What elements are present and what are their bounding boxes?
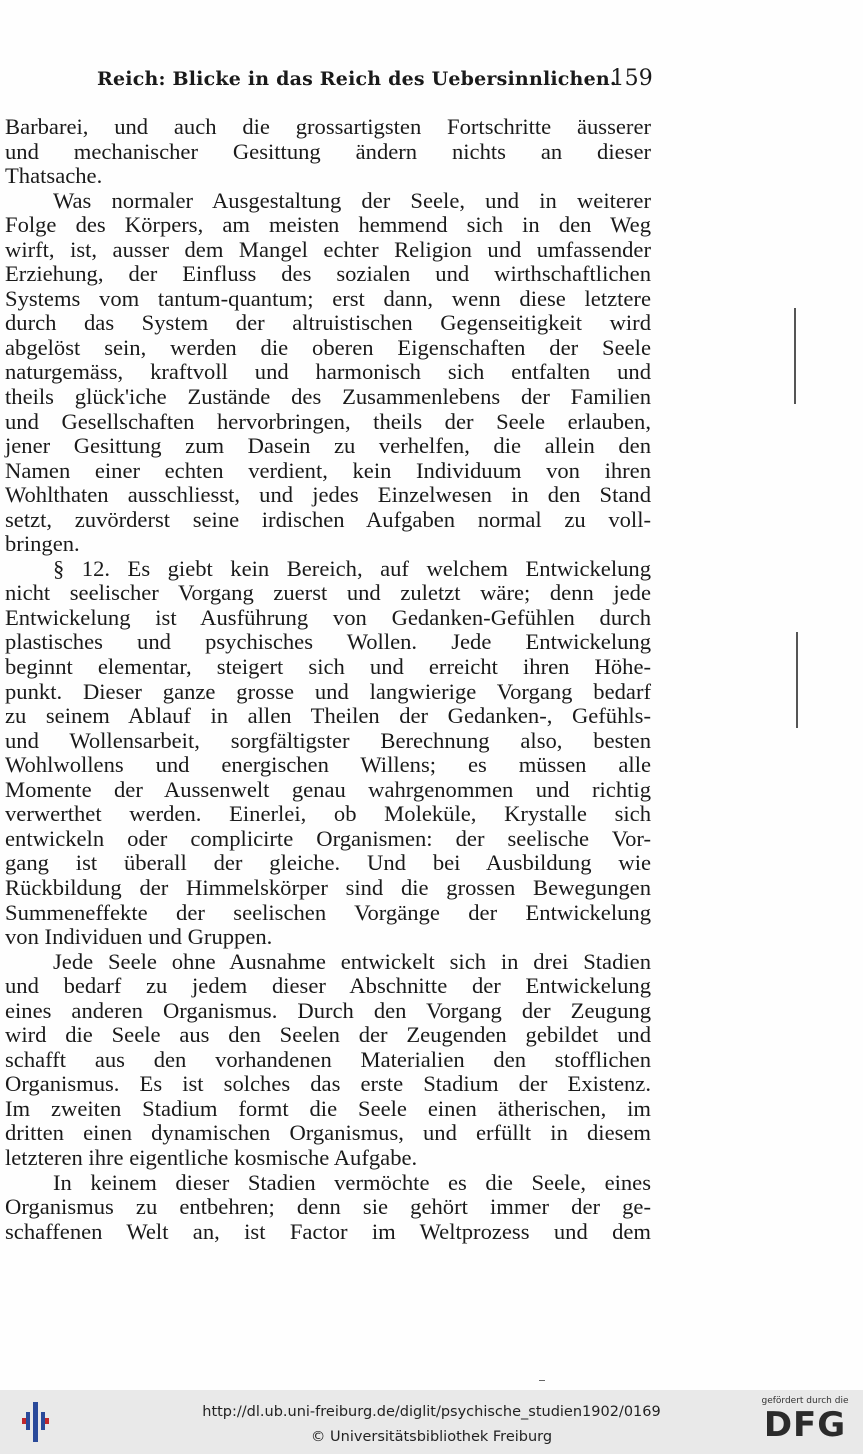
dfg-logo-text: DFG (763, 1405, 847, 1445)
text-line: theils glück'iche Zustände des Zusammenlebens der Familien (5, 384, 651, 410)
text-line: gang ist überall der gleiche. Und bei Ausbildung wie (5, 850, 651, 876)
text-line: Jede Seele ohne Ausnahme entwickelt sich in drei Stadien (53, 948, 651, 974)
text-line: beginnt elementar, steigert sich und erreicht ihren Höhe- (5, 654, 651, 680)
text-line: Systems vom tantum-quantum; erst dann, wenn diese letztere (5, 285, 651, 311)
text-line: schaffenen Welt an, ist Factor im Weltprozess und dem (5, 1218, 651, 1244)
source-url-link[interactable]: http://dl.ub.uni-freiburg.de/diglit/psychische_studien1902/0169 (202, 1404, 661, 1420)
text-line: Barbarei, und auch die grossartigsten Fortschritte äusserer (5, 114, 651, 139)
text-line: dritten einen dynamischen Organismus, und erfüllt in diesem (5, 1120, 651, 1146)
text-line: Momente der Aussenwelt genau wahrgenommen und richtig (5, 776, 651, 802)
text-line: bringen. (5, 531, 80, 557)
text-line: jener Gesittung zum Dasein zu verhelfen, die allein den (5, 433, 651, 459)
copyright-text: © Universitätsbibliothek Freiburg (310, 1429, 553, 1445)
text-line: punkt. Dieser ganze grosse und langwierige Vorgang bedarf (5, 678, 651, 704)
text-line: Thatsache. (5, 163, 103, 189)
page-mark (539, 1380, 545, 1381)
text-line: naturgemäss, kraftvoll und harmonisch sich entfalten und (5, 359, 651, 385)
text-line: Was normaler Ausgestaltung der Seele, und in weiterer (53, 187, 651, 213)
text-line: plastisches und psychisches Wollen. Jede Entwickelung (5, 629, 651, 655)
text-line: Namen einer echten verdient, kein Individuum von ihren (5, 457, 651, 483)
text-line: letzteren ihre eigentliche kosmische Aufgabe. (5, 1144, 418, 1170)
text-line: und mechanischer Gesittung ändern nichts an dieser (5, 138, 651, 164)
text-line: und bedarf zu jedem dieser Abschnitte der Entwickelung (5, 973, 651, 999)
text-line: und Wollensarbeit, sorgfältigster Berechnung also, besten (5, 727, 651, 753)
text-line: durch das System der altruistischen Gegenseitigkeit wird (5, 310, 651, 336)
text-line: Folge des Körpers, am meisten hemmend sich in den Weg (5, 212, 651, 238)
footer-bar (0, 1390, 863, 1454)
text-line: schafft aus den vorhandenen Materialien den stofflichen (5, 1046, 651, 1072)
text-line: In keinem dieser Stadien vermöchte es die Seele, eines (53, 1169, 651, 1195)
dfg-funding-text: gefördert durch die (761, 1396, 849, 1406)
text-line: verwerthet werden. Einerlei, ob Moleküle, Krystalle sich (5, 801, 651, 827)
text-line: Organismus zu entbehren; denn sie gehört immer der ge- (5, 1194, 651, 1220)
text-line: Wohlwollens und energischen Willens; es müssen alle (5, 752, 651, 778)
body-text (5, 115, 651, 1244)
text-line: nicht seelischer Vorgang zuerst und zuletzt wäre; denn jede (5, 580, 651, 606)
text-line: entwickeln oder complicirte Organismen: der seelische Vor- (5, 825, 651, 851)
text-line: wird die Seele aus den Seelen der Zeugenden gebildet und (5, 1022, 651, 1048)
text-line: und Gesellschaften hervorbringen, theils der Seele erlauben, (5, 408, 651, 434)
text-line: Summeneffekte der seelischen Vorgänge der Entwickelung (5, 899, 651, 925)
text-line: Organismus. Es ist solches das erste Stadium der Existenz. (5, 1071, 651, 1097)
text-line: Im zweiten Stadium formt die Seele einen ätherischen, im (5, 1095, 651, 1121)
text-line: eines anderen Organismus. Durch den Vorgang der Zeugung (5, 997, 651, 1023)
running-head-title: Reich: Blicke in das Reich des Uebersinnlichen. (97, 68, 617, 90)
text-line: § 12. Es giebt kein Bereich, auf welchem Entwickelung (53, 555, 651, 581)
margin-mark (796, 632, 798, 728)
text-line: Rückbildung der Himmelskörper sind die grossen Bewegungen (5, 874, 651, 900)
margin-mark (794, 308, 796, 404)
text-line: Entwickelung ist Ausführung von Gedanken-Gefühlen durch (5, 604, 651, 630)
text-line: Erziehung, der Einfluss des sozialen und wirthschaftlichen (5, 261, 651, 287)
text-line: zu seinem Ablauf in allen Theilen der Gedanken-, Gefühls- (5, 703, 651, 729)
text-line: von Individuen und Gruppen. (5, 924, 273, 950)
text-line: wirft, ist, ausser dem Mangel echter Religion und umfassender (5, 236, 651, 262)
page-number: 159 (610, 66, 653, 91)
dfg-logo (757, 1396, 853, 1448)
text-line: abgelöst sein, werden die oberen Eigenschaften der Seele (5, 334, 651, 360)
text-line: Wohlthaten ausschliesst, und jedes Einzelwesen in den Stand (5, 482, 651, 508)
text-line: setzt, zuvörderst seine irdischen Aufgaben normal zu voll- (5, 506, 651, 532)
running-head (97, 64, 653, 96)
